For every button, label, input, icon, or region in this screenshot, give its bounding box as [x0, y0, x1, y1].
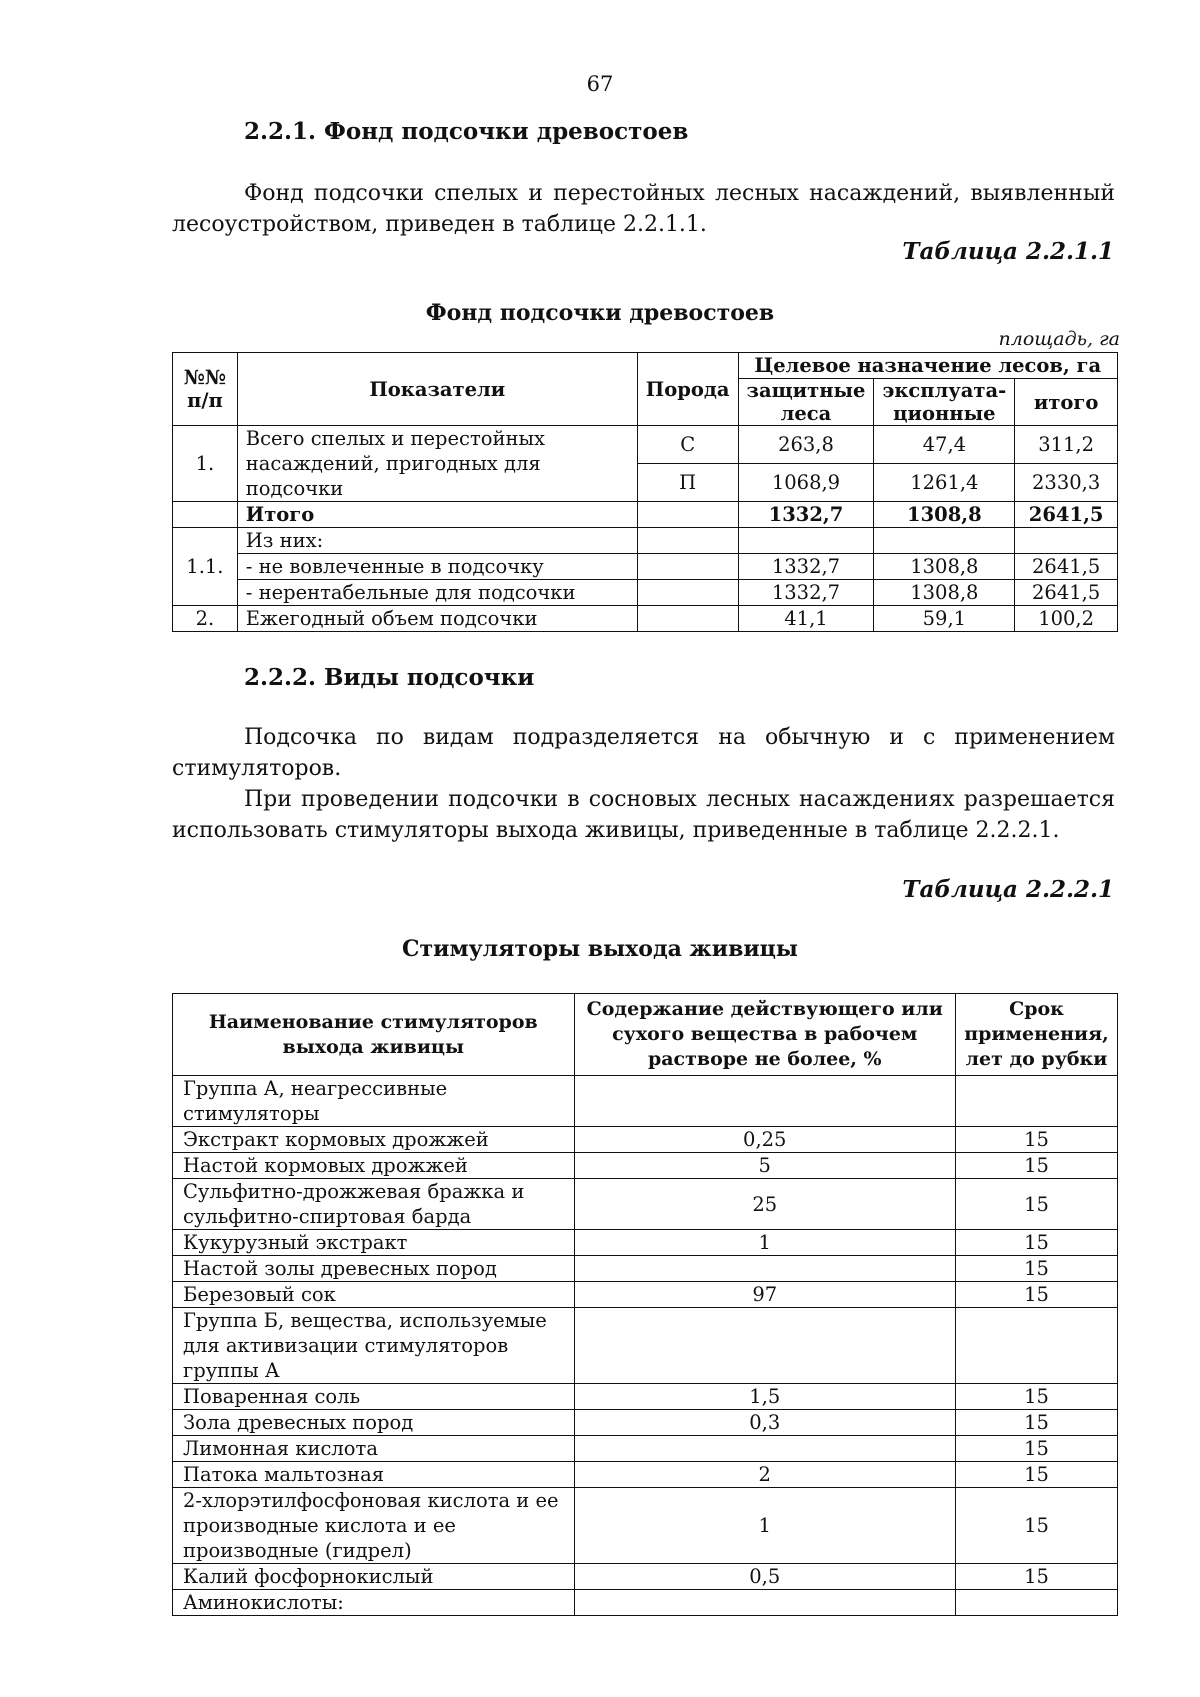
header-exploitation: эксплуата-ционные — [874, 379, 1015, 426]
section-heading-2-2-1: 2.2.1. Фонд подсочки древостоев — [244, 118, 689, 145]
stimulator-name-cell: Лимонная кислота — [173, 1436, 575, 1462]
table-row — [173, 1564, 1118, 1590]
row2-exploitation: 59,1 — [874, 606, 1015, 632]
row11b-label: - нерентабельные для подсочки — [237, 580, 637, 606]
row2-num: 2. — [173, 606, 238, 632]
header-species: Порода — [637, 353, 738, 426]
stimulator-content-cell: 25 — [574, 1179, 955, 1230]
row11-from-protective — [738, 528, 874, 554]
stimulator-content-cell: 1 — [574, 1230, 955, 1256]
row2-species — [637, 606, 738, 632]
row1a-species: С — [637, 426, 738, 464]
stimulator-term-cell: 15 — [955, 1488, 1117, 1564]
stimulator-name-cell: Аминокислоты: — [173, 1590, 575, 1616]
stimulator-content-cell — [574, 1590, 955, 1616]
stimulator-content-cell: 0,25 — [574, 1127, 955, 1153]
table-row — [173, 1179, 1118, 1230]
row1b-exploitation: 1261,4 — [874, 464, 1015, 502]
section1-paragraph: Фонд подсочки спелых и перестойных лесных насаждений, выявленный лесоустройством, приведен в таблице 2.2.1.1. — [172, 181, 1115, 237]
table-row — [173, 1076, 1118, 1127]
stimulator-name-cell: Экстракт кормовых дрожжей — [173, 1127, 575, 1153]
row1-num: 1. — [173, 426, 238, 502]
stimulator-name-cell: Зола древесных пород — [173, 1410, 575, 1436]
header-purpose: Целевое назначение лесов, га — [738, 353, 1118, 379]
row11-from: Из них: — [237, 528, 637, 554]
table-row — [173, 1410, 1118, 1436]
table-title-stimulators: Стимуляторы выхода живицы — [402, 936, 798, 962]
itogo-label: Итого — [237, 502, 637, 528]
row2-protective: 41,1 — [738, 606, 874, 632]
header-indicator: Показатели — [237, 353, 637, 426]
table-row — [173, 1230, 1118, 1256]
itogo-num — [173, 502, 238, 528]
header-stimulator-name: Наименование стимуляторов выхода живицы — [173, 994, 575, 1076]
stimulator-content-cell: 1,5 — [574, 1384, 955, 1410]
table-row — [173, 1384, 1118, 1410]
stimulator-content-cell: 97 — [574, 1282, 955, 1308]
table-row — [173, 1308, 1118, 1384]
row11a-total: 2641,5 — [1015, 554, 1118, 580]
row1a-total: 311,2 — [1015, 426, 1118, 464]
stimulator-term-cell: 15 — [955, 1384, 1117, 1410]
stimulator-term-cell — [955, 1308, 1117, 1384]
header-content: Содержание действующего или сухого вещества в рабочем растворе не более, % — [574, 994, 955, 1076]
stimulator-name-cell: Калий фосфорнокислый — [173, 1564, 575, 1590]
table-row — [173, 1153, 1118, 1179]
row11b-protective: 1332,7 — [738, 580, 874, 606]
stimulator-term-cell: 15 — [955, 1127, 1117, 1153]
stimulator-name-cell: Поваренная соль — [173, 1384, 575, 1410]
stimulator-name-cell: Сульфитно-дрожжевая бражка и сульфитно-спиртовая барда — [173, 1179, 575, 1230]
section2-paragraph2: При проведении подсочки в сосновых лесных насаждениях разрешается использовать стимуляторы выхода живицы, приведенные в таблице 2.2.2.1. — [172, 787, 1115, 843]
itogo-total: 2641,5 — [1015, 502, 1118, 528]
stimulator-content-cell — [574, 1256, 955, 1282]
stimulators-table-body — [173, 1076, 1118, 1616]
row11b-species — [637, 580, 738, 606]
page-number: 67 — [586, 72, 614, 96]
stimulator-content-cell: 2 — [574, 1462, 955, 1488]
units-label: площадь, га — [998, 328, 1120, 350]
header-total: итого — [1015, 379, 1118, 426]
stimulator-content-cell: 5 — [574, 1153, 955, 1179]
itogo-species — [637, 502, 738, 528]
header-protective: защитные леса — [738, 379, 874, 426]
stimulator-content-cell: 0,5 — [574, 1564, 955, 1590]
row1a-exploitation: 47,4 — [874, 426, 1015, 464]
stimulator-term-cell: 15 — [955, 1282, 1117, 1308]
stimulator-name-cell: Березовый сок — [173, 1282, 575, 1308]
stimulator-name-cell: Кукурузный экстракт — [173, 1230, 575, 1256]
table-title-fund: Фонд подсочки древостоев — [425, 300, 775, 326]
stimulator-term-cell: 15 — [955, 1256, 1117, 1282]
stimulator-name-cell: Настой кормовых дрожжей — [173, 1153, 575, 1179]
row1-text: Всего спелых и перестойных насаждений, пригодных для подсочки — [237, 426, 637, 502]
stimulator-term-cell: 15 — [955, 1153, 1117, 1179]
table-label-2-2-2-1: Таблица 2.2.2.1 — [902, 876, 1114, 903]
stimulator-content-cell: 0,3 — [574, 1410, 955, 1436]
fund-table — [172, 352, 1118, 632]
table-row — [173, 1488, 1118, 1564]
table-row — [173, 1462, 1118, 1488]
row1b-total: 2330,3 — [1015, 464, 1118, 502]
stimulator-name-cell: Группа А, неагрессивные стимуляторы — [173, 1076, 575, 1127]
row11b-total: 2641,5 — [1015, 580, 1118, 606]
stimulator-name-cell: Группа Б, вещества, используемые для активизации стимуляторов группы А — [173, 1308, 575, 1384]
row11-from-total — [1015, 528, 1118, 554]
table-row — [173, 1127, 1118, 1153]
row11-from-exploitation — [874, 528, 1015, 554]
row2-label: Ежегодный объем подсочки — [237, 606, 637, 632]
row1b-protective: 1068,9 — [738, 464, 874, 502]
row11b-exploitation: 1308,8 — [874, 580, 1015, 606]
header-num: №№ п/п — [173, 353, 238, 426]
stimulator-term-cell: 15 — [955, 1462, 1117, 1488]
stimulator-term-cell: 15 — [955, 1564, 1117, 1590]
row11a-protective: 1332,7 — [738, 554, 874, 580]
row11a-exploitation: 1308,8 — [874, 554, 1015, 580]
stimulator-content-cell — [574, 1308, 955, 1384]
stimulator-term-cell: 15 — [955, 1436, 1117, 1462]
row11a-species — [637, 554, 738, 580]
stimulator-term-cell — [955, 1590, 1117, 1616]
row1b-species: П — [637, 464, 738, 502]
stimulator-name-cell: 2-хлорэтилфосфоновая кислота и ее производные кислота и ее производные (гидрел) — [173, 1488, 575, 1564]
stimulator-content-cell — [574, 1076, 955, 1127]
row11a-label: - не вовлеченные в подсочку — [237, 554, 637, 580]
stimulator-content-cell: 1 — [574, 1488, 955, 1564]
section2-paragraph1: Подсочка по видам подразделяется на обычную и с применением стимуляторов. — [172, 725, 1115, 781]
stimulator-content-cell — [574, 1436, 955, 1462]
stimulator-term-cell — [955, 1076, 1117, 1127]
row2-total: 100,2 — [1015, 606, 1118, 632]
itogo-exploitation: 1308,8 — [874, 502, 1015, 528]
stimulators-table — [172, 993, 1118, 1616]
itogo-protective: 1332,7 — [738, 502, 874, 528]
stimulator-term-cell: 15 — [955, 1410, 1117, 1436]
row1a-protective: 263,8 — [738, 426, 874, 464]
row11-from-species — [637, 528, 738, 554]
stimulator-name-cell: Настой золы древесных пород — [173, 1256, 575, 1282]
table-row — [173, 1282, 1118, 1308]
section-heading-2-2-2: 2.2.2. Виды подсочки — [244, 664, 535, 691]
row11-num: 1.1. — [173, 528, 238, 606]
table-row — [173, 1436, 1118, 1462]
table-row — [173, 1590, 1118, 1616]
stimulator-term-cell: 15 — [955, 1179, 1117, 1230]
table-label-2-2-1-1: Таблица 2.2.1.1 — [902, 238, 1114, 265]
header-term: Срок применения, лет до рубки — [955, 994, 1117, 1076]
stimulator-term-cell: 15 — [955, 1230, 1117, 1256]
table-row — [173, 1256, 1118, 1282]
stimulator-name-cell: Патока мальтозная — [173, 1462, 575, 1488]
